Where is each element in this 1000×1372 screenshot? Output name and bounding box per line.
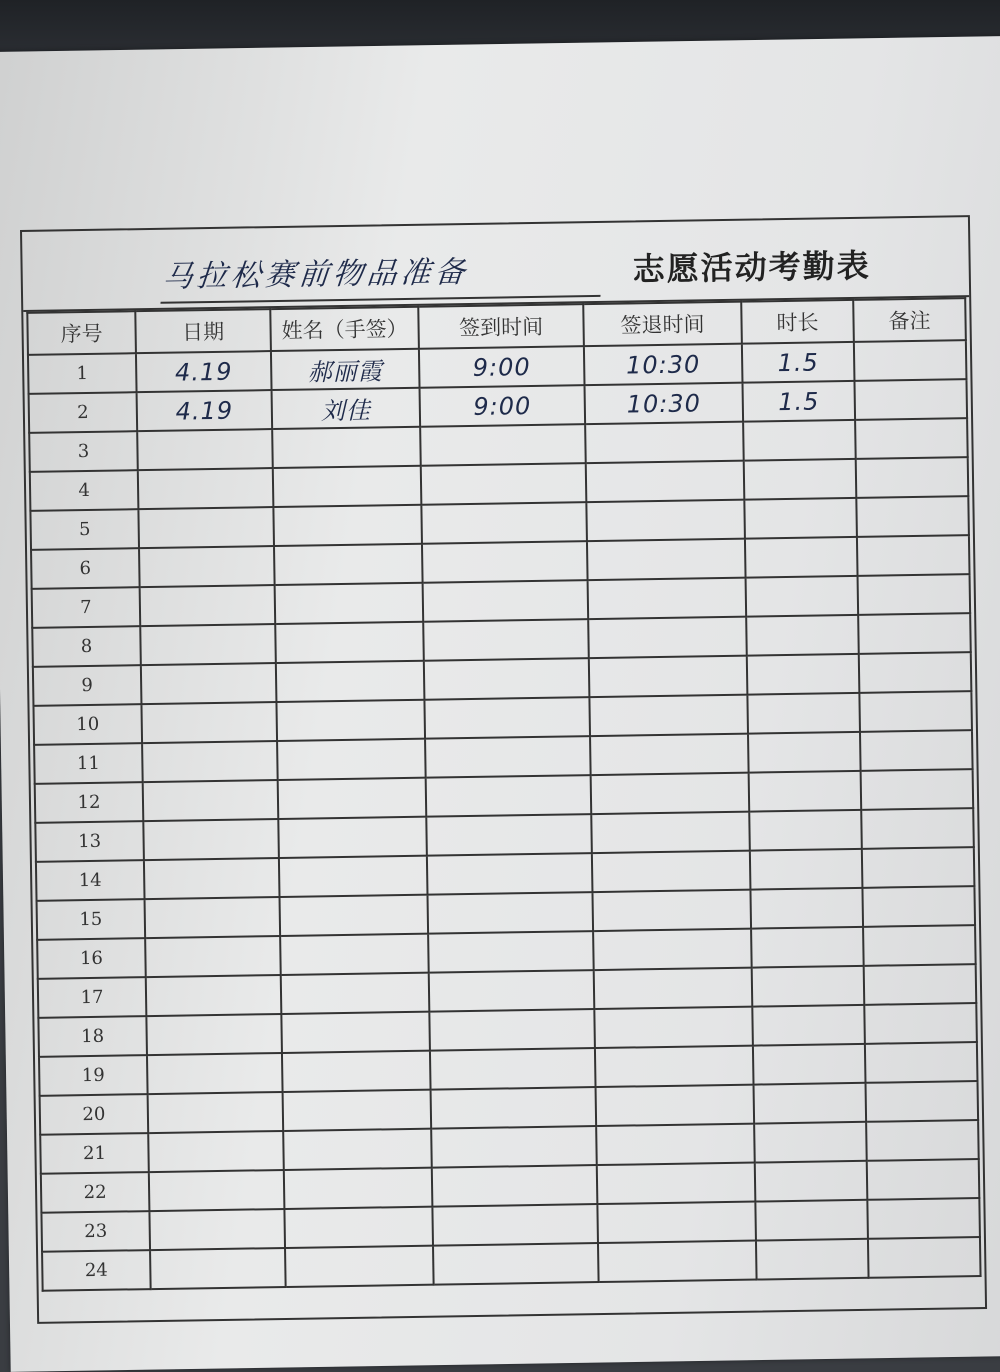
name-signature-cell	[278, 778, 427, 819]
attendance-form	[20, 215, 987, 1324]
sign-out-cell	[596, 1124, 755, 1165]
duration-cell	[755, 1200, 868, 1241]
sign-in-cell	[424, 697, 590, 739]
row-number: 6	[31, 548, 140, 589]
note-cell	[857, 535, 970, 576]
form-title: 志愿活动考勤表	[632, 246, 871, 289]
duration-cell	[750, 888, 863, 929]
col-header-sign-in: 签到时间	[418, 304, 584, 349]
name-signature-cell	[283, 1090, 432, 1131]
note-cell	[858, 574, 971, 615]
col-header-name: 姓名（手签）	[270, 307, 419, 351]
sign-out-cell	[585, 422, 744, 463]
sign-out-cell	[591, 812, 750, 853]
name-signature-cell	[274, 544, 423, 585]
note-cell	[859, 652, 972, 693]
row-number: 15	[37, 899, 146, 940]
date-cell	[143, 780, 279, 821]
note-cell	[867, 1159, 980, 1200]
sign-out-cell	[598, 1241, 757, 1282]
sign-in-cell	[423, 619, 589, 661]
sign-in-cell	[426, 775, 592, 817]
row-number: 9	[33, 665, 142, 706]
date-cell: 4.19	[136, 351, 272, 392]
duration-cell	[745, 537, 858, 578]
date-cell	[139, 546, 275, 587]
sign-in-cell	[425, 736, 591, 778]
row-number: 3	[29, 431, 138, 472]
row-number: 16	[37, 938, 146, 979]
date-cell	[145, 897, 281, 938]
duration-cell	[754, 1083, 867, 1124]
row-number: 14	[36, 860, 145, 901]
sign-in-cell	[431, 1126, 597, 1168]
date-cell	[150, 1248, 286, 1289]
date-cell	[138, 468, 274, 509]
note-cell	[862, 847, 975, 888]
note-cell	[858, 613, 971, 654]
row-number: 8	[32, 626, 141, 667]
duration-cell	[744, 498, 857, 539]
sign-out-cell	[589, 656, 748, 697]
sign-in-cell	[427, 892, 593, 934]
name-signature-cell	[273, 466, 422, 507]
row-number: 4	[30, 470, 139, 511]
sign-out-cell	[588, 578, 747, 619]
col-header-note: 备注	[853, 298, 966, 342]
sign-in-cell	[420, 424, 586, 466]
name-signature-cell	[285, 1246, 434, 1287]
sign-in-cell	[429, 970, 595, 1012]
sign-in-cell	[423, 580, 589, 622]
note-cell	[856, 457, 969, 498]
duration-cell	[746, 615, 859, 656]
sign-out-cell	[594, 1007, 753, 1048]
date-cell	[138, 507, 274, 548]
name-signature-cell	[277, 739, 426, 780]
row-number: 19	[39, 1055, 148, 1096]
sign-in-cell	[424, 658, 590, 700]
date-cell	[137, 429, 273, 470]
note-cell	[862, 886, 975, 927]
duration-cell	[752, 1005, 865, 1046]
duration-cell	[752, 966, 865, 1007]
sign-out-cell	[595, 1046, 754, 1087]
duration-cell	[747, 693, 860, 734]
note-cell	[864, 1003, 977, 1044]
sign-in-cell	[430, 1048, 596, 1090]
sign-in-cell	[421, 463, 587, 505]
sign-in-cell	[432, 1204, 598, 1246]
note-cell	[860, 730, 973, 771]
name-signature-cell	[272, 427, 421, 468]
sign-in-cell	[433, 1243, 599, 1285]
sign-out-cell	[587, 539, 746, 580]
date-cell	[149, 1170, 285, 1211]
note-cell	[866, 1120, 979, 1161]
date-cell	[141, 663, 277, 704]
row-number: 21	[40, 1133, 149, 1174]
row-number: 7	[32, 587, 141, 628]
note-cell	[859, 691, 972, 732]
name-signature-cell	[280, 934, 429, 975]
sign-out-cell	[594, 968, 753, 1009]
sign-in-cell	[429, 1009, 595, 1051]
note-cell	[854, 379, 967, 420]
name-signature-cell	[278, 817, 427, 858]
name-signature-cell	[275, 622, 424, 663]
note-cell	[863, 925, 976, 966]
activity-name-handwritten: 马拉松赛前物品准备	[160, 245, 605, 304]
sign-out-cell	[586, 500, 745, 541]
date-cell	[149, 1209, 285, 1250]
sign-out-cell	[592, 851, 751, 892]
duration-cell	[754, 1122, 867, 1163]
sign-in-cell	[431, 1087, 597, 1129]
duration-cell	[755, 1161, 868, 1202]
sign-in-cell	[428, 931, 594, 973]
row-number: 2	[29, 392, 138, 433]
row-number: 18	[38, 1016, 147, 1057]
sign-out-cell	[586, 461, 745, 502]
title-row	[22, 217, 969, 312]
date-cell	[140, 585, 276, 626]
name-signature-cell	[281, 973, 430, 1014]
name-signature-cell	[276, 700, 425, 741]
col-header-sign-out: 签退时间	[583, 302, 742, 346]
row-number: 5	[30, 509, 139, 550]
duration-cell: 1.5	[742, 342, 855, 383]
sign-out-cell	[590, 734, 749, 775]
duration-cell	[756, 1239, 869, 1280]
name-signature-cell	[283, 1129, 432, 1170]
name-signature-cell	[276, 661, 425, 702]
name-signature-cell: 刘佳	[272, 388, 421, 429]
date-cell	[145, 936, 281, 977]
duration-cell	[753, 1044, 866, 1085]
duration-cell	[747, 654, 860, 695]
row-number: 11	[34, 743, 143, 784]
duration-cell	[750, 849, 863, 890]
row-number: 10	[33, 704, 142, 745]
sign-out-cell	[592, 890, 751, 931]
sign-in-cell	[432, 1165, 598, 1207]
sign-out-cell	[597, 1202, 756, 1243]
sign-out-cell	[597, 1163, 756, 1204]
date-cell	[146, 1014, 282, 1055]
name-signature-cell	[275, 583, 424, 624]
duration-cell	[749, 771, 862, 812]
note-cell	[865, 1042, 978, 1083]
duration-cell	[743, 420, 856, 461]
date-cell	[140, 624, 276, 665]
date-cell	[147, 1053, 283, 1094]
note-cell	[865, 1081, 978, 1122]
sign-in-cell: 9:00	[419, 346, 585, 388]
name-signature-cell	[284, 1168, 433, 1209]
sign-out-cell	[589, 695, 748, 736]
name-signature-cell	[284, 1207, 433, 1248]
date-cell	[141, 702, 277, 743]
name-signature-cell	[279, 856, 428, 897]
sign-out-cell	[588, 617, 747, 658]
sign-in-cell: 9:00	[420, 385, 586, 427]
date-cell	[146, 975, 282, 1016]
note-cell	[861, 808, 974, 849]
row-number: 24	[42, 1250, 151, 1291]
sign-in-cell	[426, 814, 592, 856]
row-number: 23	[41, 1211, 150, 1252]
note-cell	[867, 1198, 980, 1239]
duration-cell: 1.5	[742, 381, 855, 422]
row-number: 20	[40, 1094, 149, 1135]
row-number: 1	[28, 353, 137, 394]
sign-out-cell: 10:30	[584, 344, 743, 385]
sign-out-cell	[596, 1085, 755, 1126]
date-cell	[143, 819, 279, 860]
duration-cell	[751, 927, 864, 968]
date-cell	[148, 1131, 284, 1172]
sign-in-cell	[422, 541, 588, 583]
note-cell	[864, 964, 977, 1005]
row-number: 13	[35, 821, 144, 862]
attendance-table	[26, 297, 981, 1292]
note-cell	[855, 418, 968, 459]
name-signature-cell	[281, 1012, 430, 1053]
duration-cell	[746, 576, 859, 617]
note-cell	[868, 1237, 981, 1278]
date-cell	[144, 858, 280, 899]
row-number: 17	[38, 977, 147, 1018]
name-signature-cell	[273, 505, 422, 546]
duration-cell	[748, 732, 861, 773]
sign-in-cell	[421, 502, 587, 544]
col-header-no: 序号	[27, 311, 136, 355]
name-signature-cell	[280, 895, 429, 936]
duration-cell	[749, 810, 862, 851]
note-cell	[861, 769, 974, 810]
sign-out-cell	[593, 929, 752, 970]
note-cell	[856, 496, 969, 537]
date-cell	[148, 1092, 284, 1133]
col-header-duration: 时长	[741, 300, 854, 344]
name-signature-cell	[282, 1051, 431, 1092]
col-header-date: 日期	[135, 309, 271, 353]
row-number: 12	[35, 782, 144, 823]
sign-in-cell	[427, 853, 593, 895]
table-body	[28, 340, 981, 1291]
sign-out-cell: 10:30	[585, 383, 744, 424]
note-cell	[854, 340, 967, 381]
row-number: 22	[41, 1172, 150, 1213]
sign-out-cell	[591, 773, 750, 814]
name-signature-cell: 郝丽霞	[271, 349, 420, 390]
duration-cell	[744, 459, 857, 500]
date-cell	[142, 741, 278, 782]
date-cell: 4.19	[137, 390, 273, 431]
